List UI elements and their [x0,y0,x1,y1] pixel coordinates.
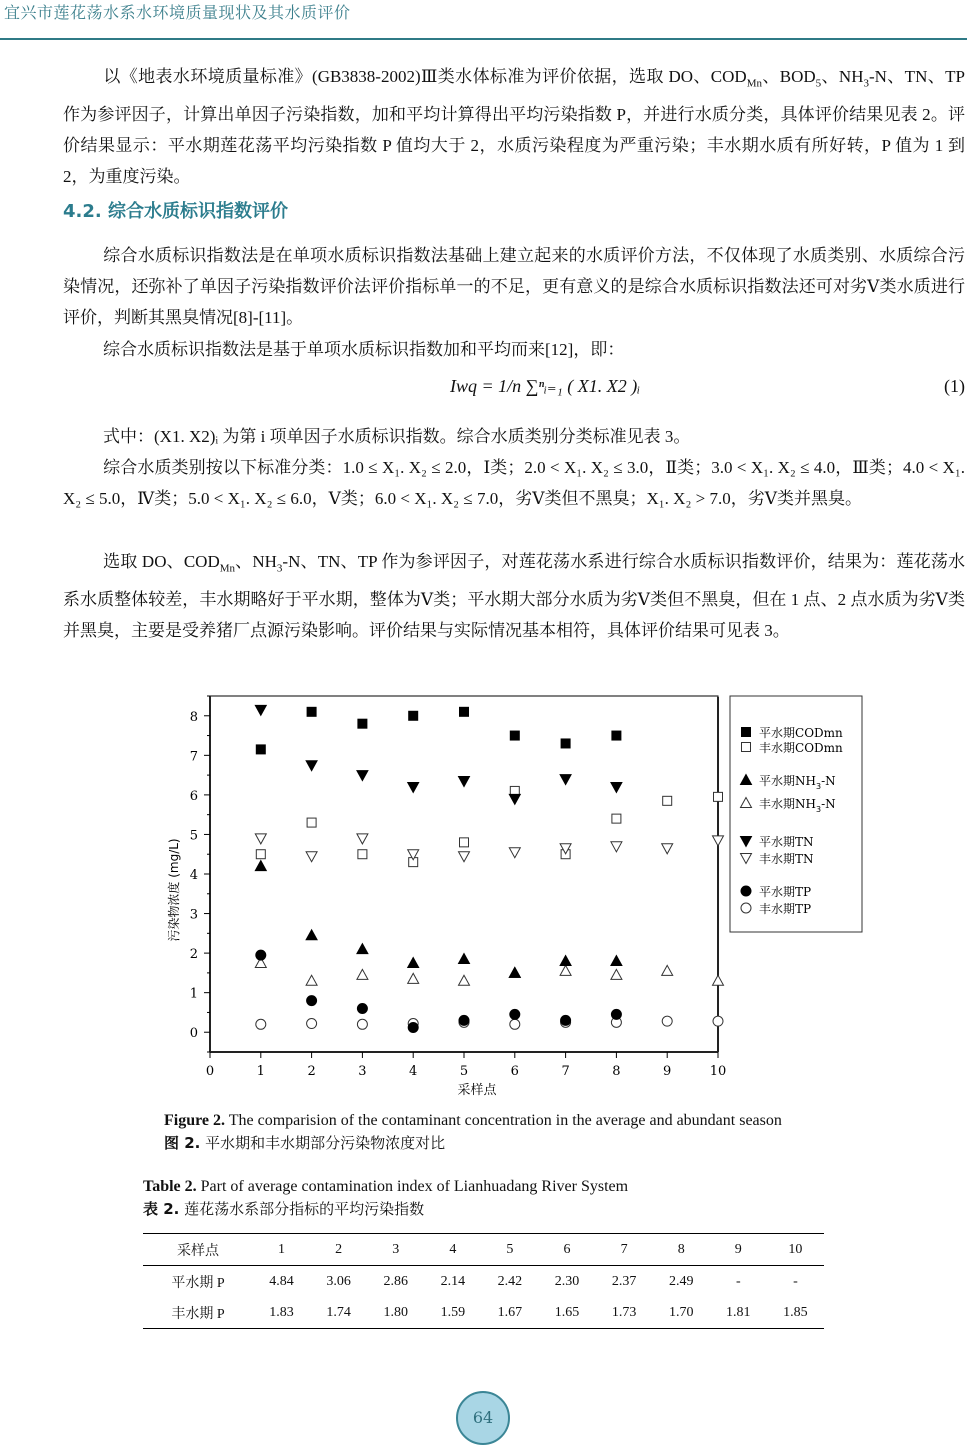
data-point [306,975,317,985]
data-point [612,814,621,823]
table-cell: - [793,1273,798,1289]
table-header-cell: 7 [620,1241,628,1257]
y-axis-label: 污染物浓度 (mg/L) [167,838,181,942]
data-point [510,1009,520,1019]
x-tick-label: 1 [256,1064,265,1079]
legend-label: 丰水期CODmn [759,741,843,755]
data-point [509,967,520,977]
series-0 [256,707,621,754]
paragraph-6 [63,546,965,646]
data-point [460,707,469,716]
table-header-cell: 1 [278,1241,286,1257]
x-tick-label: 5 [459,1064,469,1079]
x-tick-label: 3 [358,1064,367,1079]
table-header-cell: 6 [563,1241,571,1257]
table-caption-en: Part of average contamination index of Lianhuadang River System [196,1178,629,1195]
legend-marker [741,903,751,913]
table-header-cell: 8 [677,1241,685,1257]
p6-sub: Mn [219,562,236,575]
table-cell: 2.14 [440,1273,466,1289]
p1-sub3: 3 [863,77,869,90]
data-point [408,1022,418,1032]
legend-label: 丰水期TP [759,902,812,916]
series-5 [255,834,723,862]
data-point [459,852,470,862]
data-point [459,1015,469,1025]
paragraph-3 [63,334,965,365]
data-point [255,705,266,715]
p6-text: 选取 DO、COD [103,552,220,571]
paragraph-5 [63,452,965,514]
legend-label: 平水期$NH_3-N$ [759,774,836,791]
data-point [509,794,520,804]
y-tick-label: 3 [189,907,198,923]
table-cell: 1.85 [783,1304,808,1320]
data-point [307,1019,317,1029]
plot-frame [210,696,718,1052]
legend-marker [741,886,751,896]
data-point [459,954,470,964]
y-tick-label: 8 [189,709,198,725]
data-marks [255,705,723,1032]
p6-sub2: 3 [276,562,283,575]
data-point [612,731,621,740]
data-point [357,834,368,844]
figure-label-cn: 图 2. [164,1134,201,1152]
data-point [510,731,519,740]
plot-border [210,696,718,1052]
data-point [256,950,266,960]
p1-text: 以《地表水环境质量标准》(GB3838-2002)Ⅲ类水体标准为评价依据，选取 DO、COD [103,67,747,86]
data-point [662,1016,672,1026]
p4-text: 式中：(X1. X2)ᵢ 为第 i 项单因子水质标识指数。综合水质类别分类标准见表 3。 [103,427,691,446]
y-tick-label: 0 [189,1026,198,1042]
table-header-label: 采样点 [177,1243,219,1259]
data-point [408,973,419,983]
p1-text-d: -N、TN、TP 作为参评因子，计算出单因子污染指数，加和平均计算得出平均污染指数 P，并进行水质分类，具体评价结果见表 2。评价结果显示：平水期莲花荡平均污染指数 P 值均大于 2，水质污染程度为严重污染；丰水期水质有所好转，P 值为 1 到 2，为重度污染。 [63,67,965,187]
data-point [561,739,570,748]
running-title: 宜兴市莲花荡水系水环境质量现状及其水质评价 [4,5,351,22]
legend-label: 丰水期$NH_3-N$ [759,797,836,814]
table-header-cell: 5 [506,1241,514,1257]
data-point [663,796,672,805]
table-cell: 1.83 [269,1304,294,1320]
table-header-cell: 4 [449,1241,457,1257]
table-cell: 1.81 [726,1304,751,1320]
legend-label: 丰水期TN [759,852,814,866]
data-point [358,850,367,859]
table-header-row [143,1234,824,1266]
table-cell: 4.84 [269,1273,294,1289]
table-caption [143,1176,628,1220]
x-tick-label: 0 [205,1064,215,1079]
data-point [255,834,266,844]
data-point [611,842,622,852]
x-tick-label: 9 [663,1064,672,1079]
row-label: 平水期 P [171,1275,225,1291]
legend-marker [742,743,751,752]
table-label-en: Table 2. [143,1178,197,1195]
data-point [358,719,367,728]
data-point [713,1016,723,1026]
table-cell: - [735,1273,741,1289]
table-cell: 2.37 [611,1273,637,1289]
section-heading: 4.2. 综合水质标识指数评价 [63,201,288,222]
data-point [357,1003,367,1013]
data-point [307,707,316,716]
p2-text: 综合水质标识指数法是在单项水质标识指数法基础上建立起来的水质评价方法，不仅体现了水质类别、水质综合污染情况，还弥补了单因子污染指数评价法评价指标单一的不足，更有意义的是综合水质标识指数法还可对劣Ⅴ类水质进行评价，判断其黑臭情况[8]-[11]。 [63,246,965,327]
series-7 [256,1016,723,1029]
table-body [143,1266,824,1329]
table-cell: 1.59 [440,1304,466,1320]
paragraph-4 [63,421,965,452]
table-cell: 3.06 [326,1273,351,1289]
header-rule [0,38,967,40]
formula-expression: Iwq = 1/n ∑ⁿᵢ₌₁ ( X1. X2 )ᵢ [450,376,641,396]
y-tick-label: 6 [189,788,198,804]
row-label: 丰水期 P [171,1306,225,1322]
p1-sub2: 5 [815,77,822,90]
figure-label-en: Figure 2. [164,1112,226,1129]
p1-sub: Mn [746,77,762,90]
data-point [357,1019,367,1029]
table-header-cell: 9 [734,1241,742,1257]
data-point [460,838,469,847]
table-header-cell: 10 [788,1241,803,1257]
y-tick-label: 1 [189,986,198,1002]
data-point [357,944,368,954]
data-point [459,777,470,787]
data-point [307,818,316,827]
x-tick-label: 7 [561,1064,570,1079]
data-point [307,996,317,1006]
table-cell: 1.80 [383,1304,408,1320]
legend-marker [742,728,751,737]
data-point [662,965,673,975]
data-point [714,792,723,801]
data-point [560,965,571,975]
data-point [561,1015,571,1025]
table-cell: 1.73 [611,1304,637,1320]
legend-label: 平水期TP [759,885,812,899]
table-cell: 2.49 [668,1273,694,1289]
data-point [357,969,368,979]
x-tick-label: 4 [409,1064,418,1079]
data-point [560,956,571,966]
data-point [357,771,368,781]
p1-text-b: 、BOD [761,67,816,86]
table-cell: 2.42 [497,1273,523,1289]
data-point [611,969,622,979]
page-number: 64 [456,1391,510,1445]
table-row [143,1266,824,1298]
y-tick-label: 7 [189,749,198,765]
data-point [713,836,724,846]
table-cell: 2.30 [554,1273,580,1289]
data-point [509,848,520,858]
table-cell: 1.74 [326,1304,351,1320]
p6-text-b: 、NH [235,552,277,571]
data-point [459,975,470,985]
y-tick-label: 4 [189,868,198,883]
p1-text-c: 、NH [821,67,864,86]
data-point [409,711,418,720]
data-point [713,975,724,985]
data-point [408,782,419,792]
series-3 [255,958,723,986]
table-caption-cn: 莲花荡水系部分指标的平均污染指数 [179,1200,425,1218]
series-1 [256,786,722,866]
p3-text: 综合水质标识指数法是基于单项水质标识指数加和平均而来[12]，即： [103,340,625,359]
y-tick-label: 2 [189,947,198,963]
x-tick-label: 2 [307,1064,316,1079]
figure-caption [164,1110,782,1154]
series-2 [255,861,622,978]
p6-text-c: -N、TN、TP 作为参评因子，对莲花荡水系进行综合水质标识指数评价，结果为：莲花荡水系水质整体较差，丰水期略好于平水期，整体为Ⅴ类；平水期大部分水质为劣Ⅴ类但不黑臭，但在 1 点、2 点水质为劣Ⅴ类并黑臭，主要是受养猪厂点源污染影响。评价结果与实际情况基本相符，具体评价结果可见表 3。 [63,552,965,641]
formula-number: (1) [944,376,965,396]
data-point [256,850,265,859]
x-axis-label: 采样点 [457,1083,497,1098]
paragraph-2 [63,240,965,333]
scatter-chart [150,690,870,1100]
data-point [611,1009,621,1019]
y-tick-label: 5 [189,828,198,844]
formula-1 [63,372,965,408]
table-cell: 1.70 [668,1304,694,1320]
series-4 [255,705,622,804]
table-cell: 1.65 [554,1304,580,1320]
table-cell: 1.67 [497,1304,523,1320]
data-point [611,782,622,792]
table-cell: 2.86 [383,1273,408,1289]
data-point [408,958,419,968]
axis-ticks [190,696,727,1079]
data-point [662,844,673,854]
table-header-cell: 2 [335,1241,343,1257]
data-point [306,852,317,862]
p5-text: 综合水质类别按以下标准分类：1.0 ≤ X₁. X₂ ≤ 2.0，Ⅰ类；2.0 < X₁. X₂ ≤ 3.0，Ⅱ类；3.0 < X₁. X₂ ≤ 4.0，Ⅲ类；4.0 < X₁. X₂ ≤ 5.0，Ⅳ类；5.0 < X₁. X₂ ≤ 6.0，Ⅴ类；6.0 < X₁. X₂ ≤ 7.0，劣Ⅴ类但不黑臭；X₁. X₂ > 7.0，劣Ⅴ类并黑臭。 [63,458,965,508]
legend-label: 平水期CODmn [759,726,843,740]
table-label-cn: 表 2. [143,1200,180,1218]
x-tick-label: 10 [709,1064,727,1079]
pollution-index-table [143,1233,824,1329]
x-tick-label: 8 [612,1064,621,1079]
data-point [306,761,317,771]
data-point [255,861,266,871]
data-point [256,1019,266,1029]
data-point [256,745,265,754]
data-point [611,956,622,966]
legend-label: 平水期TN [759,835,814,849]
figure-caption-cn: 平水期和丰水期部分污染物浓度对比 [200,1134,446,1152]
paragraph-1 [63,61,965,192]
x-tick-label: 6 [510,1064,519,1079]
data-point [306,930,317,940]
table-header-cell: 3 [392,1241,400,1257]
legend [730,696,862,932]
data-point [560,775,571,785]
data-point [510,1019,520,1029]
figure-caption-en: The comparision of the contaminant concentration in the average and abundant season [225,1112,782,1129]
table-row [143,1297,824,1329]
